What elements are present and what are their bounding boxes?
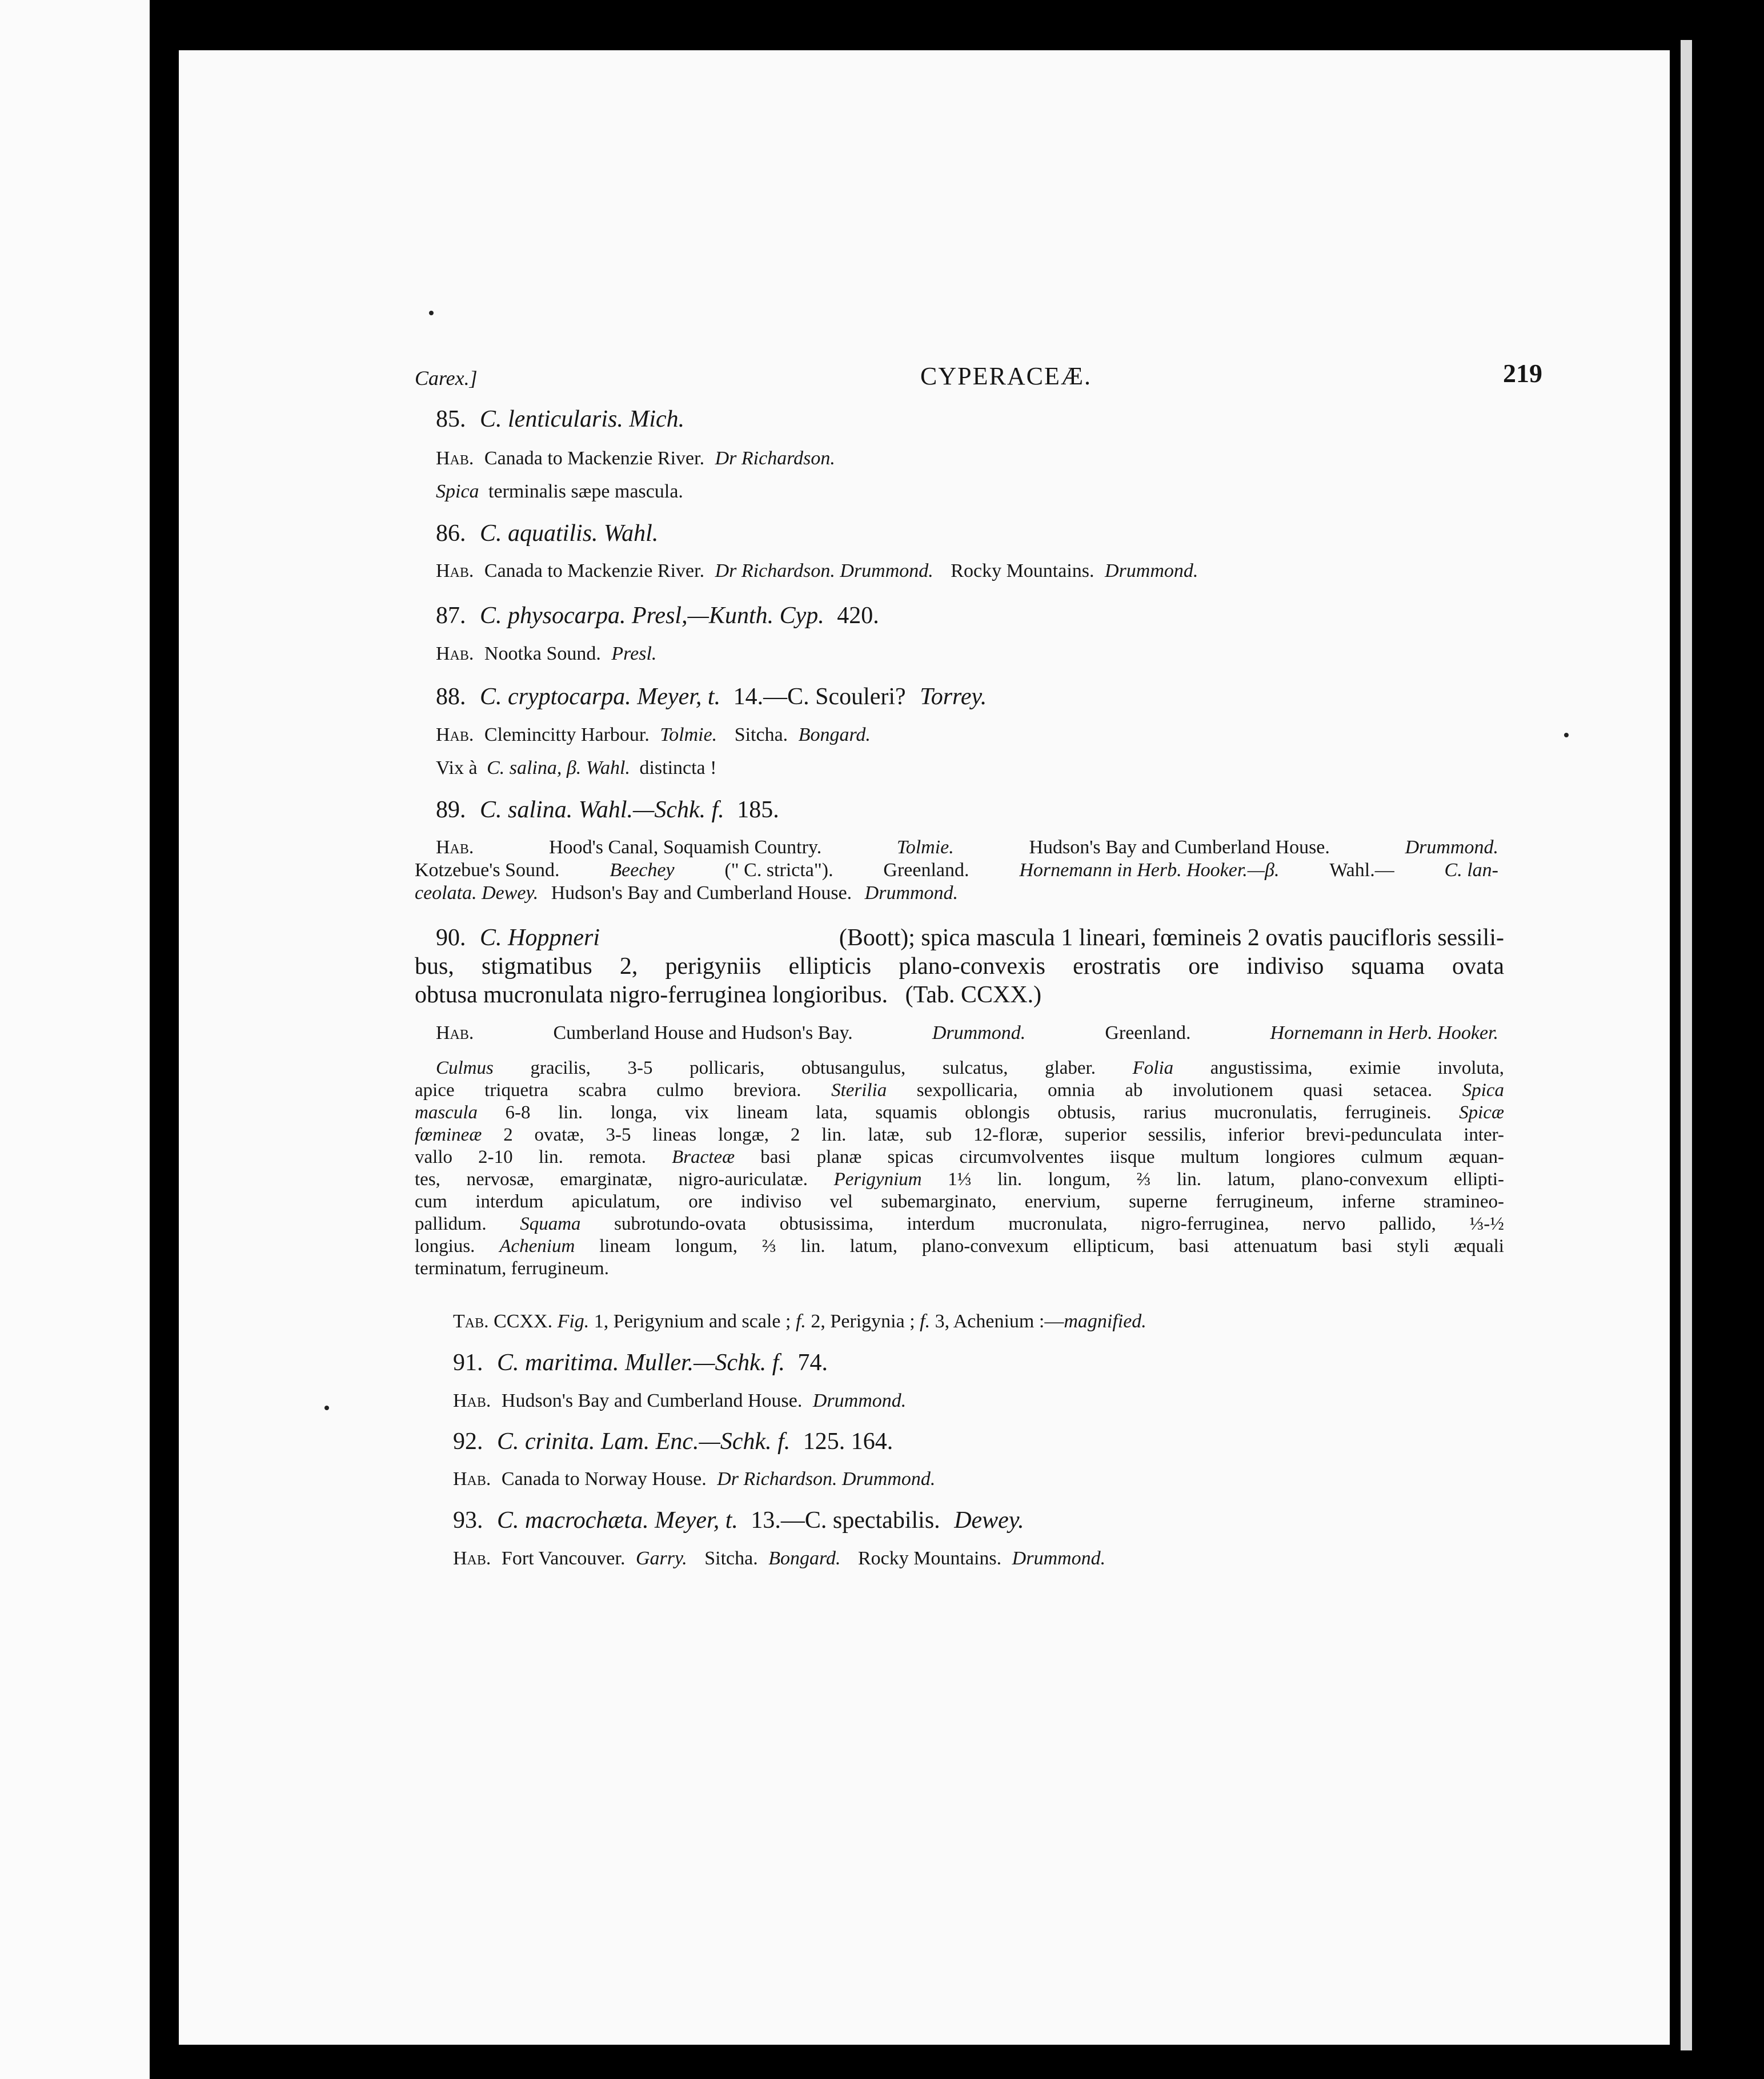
entry-number: 85.	[436, 406, 466, 432]
habitat-text: (" C. stricta").	[724, 860, 833, 881]
description-line	[415, 1214, 1504, 1235]
speck	[1564, 733, 1569, 737]
entry-90-line2	[415, 953, 1504, 980]
entry-number: 92.	[453, 1428, 483, 1455]
habitat-authority: Dr Richardson. Drummond.	[715, 560, 933, 581]
habitat-text: Hood's Canal, Soquamish Country.	[549, 837, 822, 858]
habitat-authority: Dr Richardson.	[715, 448, 835, 469]
habitat-authority: Hornemann in Herb. Hooker.—β.	[1019, 860, 1280, 881]
hab-label: Hab.	[436, 448, 474, 469]
habitat-authority: Drummond.	[1405, 837, 1498, 858]
plate-caption	[453, 1311, 1146, 1333]
habitat-text: Cumberland House and Hudson's Bay.	[553, 1022, 853, 1043]
habitat-86	[436, 560, 1198, 582]
description-text: pallidum.	[415, 1214, 520, 1234]
description-line	[415, 1169, 1504, 1190]
caption-italic: Fig.	[557, 1311, 590, 1332]
species-name: C. physocarpa. Presl,—Kunth. Cyp.	[480, 603, 824, 629]
entry-number: 91.	[453, 1350, 483, 1376]
hab-label: Hab.	[436, 560, 474, 581]
habitat-text: Sitcha.	[734, 724, 788, 745]
hab-label: Hab.	[436, 1022, 474, 1043]
habitat-text: Rocky Mountains.	[857, 1548, 1002, 1569]
reference: 14.—C. Scouleri?	[733, 684, 906, 710]
description-line	[415, 1102, 1504, 1123]
hab-label: Hab.	[453, 1548, 491, 1569]
habitat-authority: Drummond.	[812, 1390, 907, 1411]
latin-term: Achenium	[499, 1236, 575, 1257]
habitat-authority: Bongard.	[798, 724, 871, 745]
habitat-authority: Drummond.	[932, 1022, 1026, 1043]
species-name: C. macrochæta. Meyer, t.	[497, 1507, 738, 1534]
latin-term: Spicæ	[1459, 1102, 1504, 1123]
latin-term: Folia	[1132, 1058, 1174, 1078]
habitat-text: Sitcha.	[704, 1548, 758, 1569]
latin-term: Squama	[520, 1214, 581, 1234]
habitat-text: Nootka Sound.	[484, 643, 601, 664]
description-line	[415, 1125, 1504, 1146]
caption-italic: magnified.	[1064, 1311, 1146, 1332]
habitat-89-line3	[415, 882, 958, 904]
habitat-text: Greenland.	[1105, 1022, 1191, 1043]
species-name: C. cryptocarpa. Meyer, t.	[480, 684, 721, 710]
description-line	[415, 1147, 1504, 1168]
habitat-authority: Presl.	[611, 643, 657, 664]
entry-87	[436, 602, 879, 629]
description-line	[415, 1236, 1504, 1257]
entry-number: 88.	[436, 684, 466, 710]
habitat-text: Rocky Mountains.	[951, 560, 1095, 581]
note-term: C. salina, β. Wahl.	[487, 757, 630, 778]
habitat-text: Kotzebue's Sound.	[415, 860, 560, 881]
description-line	[415, 1191, 1504, 1213]
description-text: terminatum, ferrugineum.	[415, 1258, 609, 1279]
habitat-text: Fort Vancouver.	[501, 1548, 626, 1569]
note-text: terminalis sæpe mascula.	[488, 481, 683, 502]
caption-italic: f.	[920, 1311, 931, 1332]
habitat-89-line2	[415, 860, 1498, 881]
habitat-93	[453, 1548, 1105, 1570]
species-name: C. salina. Wahl.—Schk. f.	[480, 797, 724, 823]
diagnosis-text: bus, stigmatibus 2, perigyniis ellipticis plano-convexis erostratis ore indiviso squama ovata	[415, 953, 1504, 980]
description-line	[415, 1258, 609, 1279]
note-text: Vix à	[436, 757, 478, 778]
note-85	[436, 481, 683, 503]
habitat-text: Hudson's Bay and Cumberland House.	[551, 882, 852, 904]
habitat-authority: Drummond.	[864, 882, 959, 904]
habitat-85	[436, 448, 835, 469]
habitat-authority: Drummond.	[1012, 1548, 1106, 1569]
habitat-authority: Beechey	[610, 860, 675, 881]
speck	[324, 1406, 329, 1410]
species-name: C. crinita. Lam. Enc.—Schk. f.	[497, 1428, 791, 1455]
description-text: tes, nervosæ, emarginatæ, nigro-auriculatæ.	[415, 1169, 834, 1190]
latin-term: fœmineæ	[415, 1125, 482, 1145]
description-text: basi planæ spicas circumvolventes iisque multum longiores culmum æquan-	[735, 1147, 1504, 1167]
hab-label: Hab.	[453, 1390, 491, 1411]
description-text: subrotundo-ovata obtusissima, interdum mucronulata, nigro-ferruginea, nervo pallido, ⅓-½	[580, 1214, 1504, 1234]
latin-term: Bracteæ	[672, 1147, 735, 1167]
synonym-authority: Torrey.	[920, 684, 987, 710]
habitat-authority: Dr Richardson. Drummond.	[717, 1468, 936, 1490]
entry-90-line3	[415, 981, 1041, 1009]
plate-reference: (Tab. CCXX.)	[905, 982, 1042, 1008]
description-text: longius.	[415, 1236, 500, 1257]
entry-number: 87.	[436, 603, 466, 629]
description-text: sexpollicaria, omnia ab involutionem quasi setacea.	[887, 1080, 1462, 1101]
note-88	[436, 757, 716, 779]
description-text: 6-8 lin. longa, vix lineam lata, squamis oblongis obtusis, rarius mucronulatis, ferrugineis.	[478, 1102, 1460, 1123]
header-left: Carex.]	[415, 367, 478, 390]
hab-label: Hab.	[436, 837, 474, 858]
description-text: apice triquetra scabra culmo breviora.	[415, 1080, 832, 1101]
entry-86	[436, 520, 658, 547]
description-text: 2 ovatæ, 3-5 lineas longæ, 2 lin. latæ, sub 12-floræ, superior sessilis, inferior brevi-pedunculata inter-	[482, 1125, 1504, 1145]
habitat-91	[453, 1390, 906, 1412]
entry-92	[453, 1428, 893, 1455]
habitat-92	[453, 1468, 935, 1490]
reference: 13.—C. spectabilis.	[751, 1507, 940, 1534]
habitat-87	[436, 643, 656, 665]
description-text: gracilis, 3-5 pollicaris, obtusangulus, sulcatus, glaber.	[493, 1058, 1133, 1078]
caption-text: Tab. CCXX.	[453, 1311, 558, 1332]
habitat-text: Hudson's Bay and Cumberland House.	[1029, 837, 1330, 858]
description-text: cum interdum apiculatum, ore indiviso vel subemarginato, enervium, superne ferrugineum, inferne stramineo-	[415, 1191, 1504, 1212]
description-line	[436, 1058, 1504, 1079]
habitat-text: Clemincitty Harbour.	[484, 724, 650, 745]
habitat-authority: Drummond.	[1105, 560, 1198, 581]
synonym-authority: Dewey.	[954, 1507, 1024, 1534]
entry-90-line1	[436, 924, 1504, 952]
hab-label: Hab.	[436, 724, 474, 745]
habitat-authority: Garry.	[635, 1548, 687, 1569]
habitat-90	[436, 1022, 1498, 1044]
hab-label: Hab.	[453, 1468, 491, 1490]
species-name: C. Hoppneri	[480, 925, 600, 951]
facing-page-edge	[0, 0, 150, 2079]
speck	[429, 311, 434, 315]
habitat-text: Wahl.—	[1329, 860, 1394, 881]
species-name: C. aquatilis. Wahl.	[480, 520, 659, 547]
latin-term: Sterilia	[831, 1080, 887, 1101]
caption-text: 2, Perigynia ;	[805, 1311, 920, 1332]
habitat-text: Canada to Mackenzie River.	[484, 560, 705, 581]
habitat-text: Hudson's Bay and Cumberland House.	[501, 1390, 803, 1411]
habitat-text: Greenland.	[883, 860, 969, 881]
description-text: angustissima, eximie involuta,	[1173, 1058, 1504, 1078]
latin-term: mascula	[415, 1102, 478, 1123]
page-edge-strip	[1681, 40, 1692, 2050]
description-text: lineam longum, ⅔ lin. latum, plano-convexum ellipticum, basi attenuatum basi styli æquali	[575, 1236, 1504, 1257]
diagnosis-text: obtusa mucronulata nigro-ferruginea longioribus.	[415, 982, 888, 1008]
species-name: C. maritima. Muller.—Schk. f.	[497, 1350, 785, 1376]
habitat-text: Canada to Norway House.	[501, 1468, 707, 1490]
reference: 74.	[797, 1350, 828, 1376]
habitat-authority: Tolmie.	[660, 724, 717, 745]
entry-89	[436, 796, 779, 824]
description-line	[415, 1080, 1504, 1101]
habitat-authority: C. lan-	[1444, 860, 1498, 881]
entry-number: 86.	[436, 520, 466, 547]
caption-text: 1, Perigynium and scale ;	[589, 1311, 796, 1332]
reference: 185.	[737, 797, 779, 823]
habitat-authority: ceolata. Dewey.	[415, 882, 539, 904]
entry-85	[436, 406, 684, 433]
habitat-authority: Tolmie.	[896, 837, 954, 858]
page-number: 219	[1503, 359, 1542, 388]
entry-number: 89.	[436, 797, 466, 823]
description-text: vallo 2-10 lin. remota.	[415, 1147, 672, 1167]
reference: 125. 164.	[803, 1428, 893, 1455]
entry-number: 93.	[453, 1507, 483, 1534]
hab-label: Hab.	[436, 643, 474, 664]
note-text: distincta !	[639, 757, 717, 778]
habitat-authority: Bongard.	[768, 1548, 841, 1569]
entry-88	[436, 683, 987, 711]
habitat-authority: Hornemann in Herb. Hooker.	[1270, 1022, 1498, 1043]
caption-italic: f.	[795, 1311, 806, 1332]
latin-term: Culmus	[436, 1058, 494, 1078]
diagnosis-text: (Boott); spica mascula 1 lineari, fœmineis 2 ovatis paucifloris sessili-	[839, 925, 1504, 951]
habitat-89-line1	[436, 837, 1498, 858]
reference: 420.	[837, 603, 879, 629]
latin-term: Spica	[1462, 1080, 1504, 1101]
book-page	[179, 50, 1670, 2045]
caption-text: 3, Achenium :—	[930, 1311, 1064, 1332]
species-name: C. lenticularis. Mich.	[480, 406, 685, 432]
header-title: CYPERACEÆ.	[920, 362, 1092, 390]
entry-91	[453, 1349, 828, 1376]
entry-93	[453, 1507, 1024, 1534]
note-term: Spica	[436, 481, 479, 502]
latin-term: Perigynium	[833, 1169, 922, 1190]
description-text: 1⅓ lin. longum, ⅔ lin. latum, plano-convexum ellipti-	[921, 1169, 1504, 1190]
entry-number: 90.	[436, 925, 466, 951]
habitat-text: Canada to Mackenzie River.	[484, 448, 705, 469]
habitat-88	[436, 724, 871, 746]
